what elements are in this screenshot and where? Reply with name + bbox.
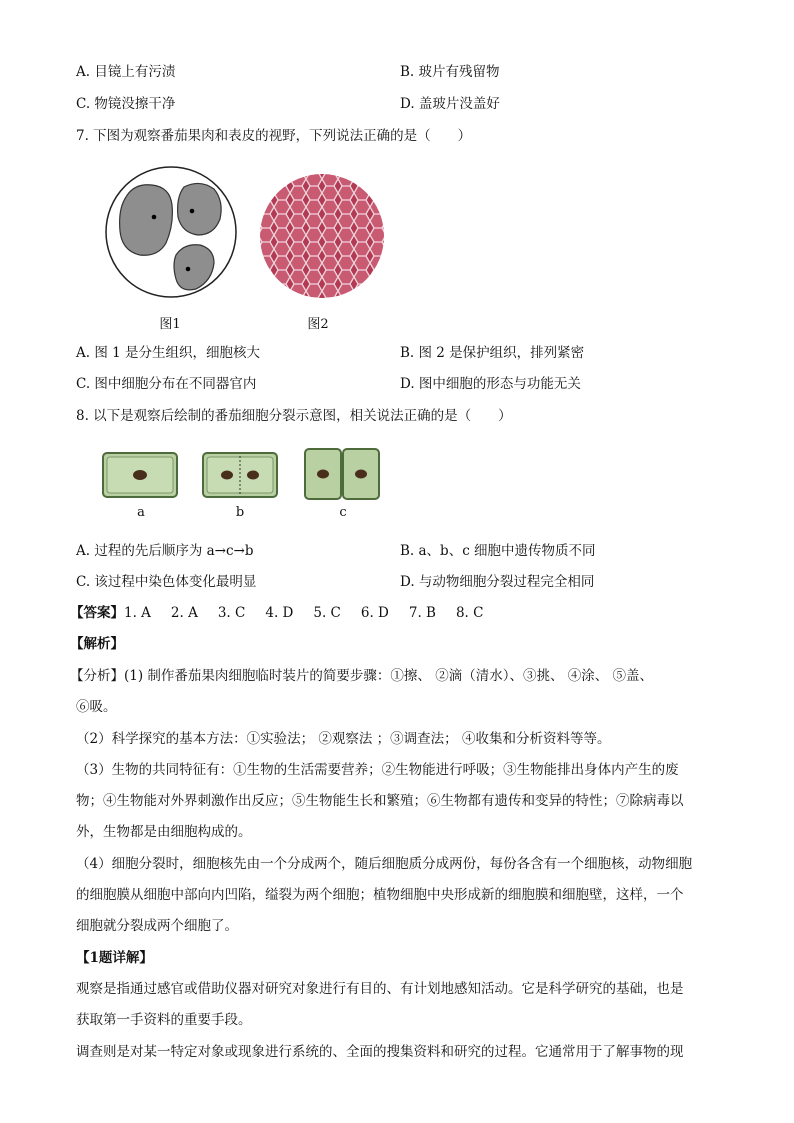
q7-option-a: A. 图 1 是分生组织，细胞核大 [76, 345, 261, 361]
fig1-caption: 图1 [159, 317, 181, 332]
answer-line [70, 603, 503, 623]
answer-item: 6. D [360, 605, 389, 621]
q8-caption-a: a [137, 505, 145, 520]
q6-option-c: C. 物镜没擦干净 [76, 96, 176, 112]
analysis-p4-line3: 细胞就分裂成两个细胞了。 [76, 918, 238, 934]
answer-label: 【答案】 [70, 605, 124, 621]
answer-item: 7. B [408, 605, 436, 621]
analysis-label: 【解析】 [70, 636, 124, 652]
q8-option-d: D. 与动物细胞分裂过程完全相同 [400, 574, 595, 590]
detail-label: 【1题详解】 [76, 950, 153, 966]
q8-cell-a [100, 450, 180, 500]
q8-cell-b [200, 450, 280, 500]
q7-option-c: C. 图中细胞分布在不同器官内 [76, 376, 257, 392]
answer-item: 2. A [170, 605, 198, 621]
q7-stem: 7. 下图为观察番茄果肉和表皮的视野，下列说法正确的是（ ） [76, 128, 472, 144]
q8-cell-c [302, 446, 382, 502]
q7-option-d: D. 图中细胞的形态与功能无关 [400, 376, 581, 392]
cell-shape [120, 185, 173, 256]
cell-nucleus [152, 215, 157, 220]
analysis-p3-line1: （3）生物的共同特征有：①生物的生活需要营养；②生物能进行呼吸；③生物能排出身体内产生的废 [76, 762, 679, 778]
analysis-p3-line2: 物；④生物能对外界刺激作出反应；⑤生物能生长和繁殖；⑥生物都有遗传和变异的特性；⑦除病毒以 [76, 793, 684, 809]
detail-p1-line2: 获取第一手资料的重要手段。 [76, 1012, 252, 1028]
nucleus [247, 471, 259, 480]
answer-item: 8. C [455, 605, 484, 621]
cell-nucleus [186, 267, 191, 272]
cell-nucleus [190, 209, 195, 214]
nucleus [355, 470, 367, 479]
analysis-p3-line3: 外，生物都是由细胞构成的。 [76, 824, 252, 840]
q8-option-c: C. 该过程中染色体变化最明显 [76, 574, 257, 590]
q8-caption-c: c [339, 505, 347, 520]
q8-caption-b: b [235, 505, 245, 520]
answer-item: 1. A [124, 605, 151, 621]
q7-option-b: B. 图 2 是保护组织，排列紧密 [400, 345, 585, 361]
q8-stem: 8. 以下是观察后绘制的番茄细胞分裂示意图，相关说法正确的是（ ） [76, 408, 512, 424]
answer-item: 3. C [217, 605, 246, 621]
analysis-p4-line1: （4）细胞分裂时，细胞核先由一个分成两个，随后细胞质分成两份，每份各含有一个细胞核，动物细胞 [76, 856, 693, 872]
cell-shape [178, 183, 222, 235]
epidermis-tissue-circle [260, 174, 384, 298]
detail-p1-line1: 观察是指通过感官或借助仪器对研究对象进行有目的、有计划地感知活动。它是科学研究的基础，也是 [76, 981, 684, 997]
answer-items [124, 605, 503, 621]
nucleus [317, 470, 329, 479]
q7-figure-2 [258, 172, 386, 300]
q7-figure-1 [104, 165, 238, 299]
nucleus [221, 471, 233, 480]
answer-item: 4. D [265, 605, 294, 621]
analysis-p4-line2: 的细胞膜从细胞中部向内凹陷，缢裂为两个细胞；植物细胞中央形成新的细胞膜和细胞壁，这样，一个 [76, 887, 684, 903]
q8-option-b: B. a、b、c 细胞中遗传物质不同 [400, 543, 596, 559]
q6-option-a: A. 目镜上有污渍 [76, 64, 176, 80]
detail-p2-line1: 调查则是对某一特定对象或现象进行系统的、全面的搜集资料和研究的过程。它通常用于了解事物的现 [76, 1044, 684, 1060]
answer-item: 5. C [313, 605, 341, 621]
q6-option-b: B. 玻片有残留物 [400, 64, 500, 80]
nucleus [133, 470, 147, 480]
analysis-p1-line2: ⑥吸。 [76, 699, 117, 715]
q8-option-a: A. 过程的先后顺序为 a→c→b [76, 543, 254, 559]
fig2-caption: 图2 [307, 317, 329, 332]
analysis-p2: （2）科学探究的基本方法：①实验法； ②观察法 ；③调查法； ④收集和分析资料等等。 [76, 731, 611, 747]
q6-option-d: D. 盖玻片没盖好 [400, 96, 500, 112]
analysis-p1-line1: 【分析】(1) 制作番茄果肉细胞临时装片的简要步骤：①擦、 ②滴（清水）、③挑、 ④涂、 ⑤盖、 [70, 668, 654, 684]
